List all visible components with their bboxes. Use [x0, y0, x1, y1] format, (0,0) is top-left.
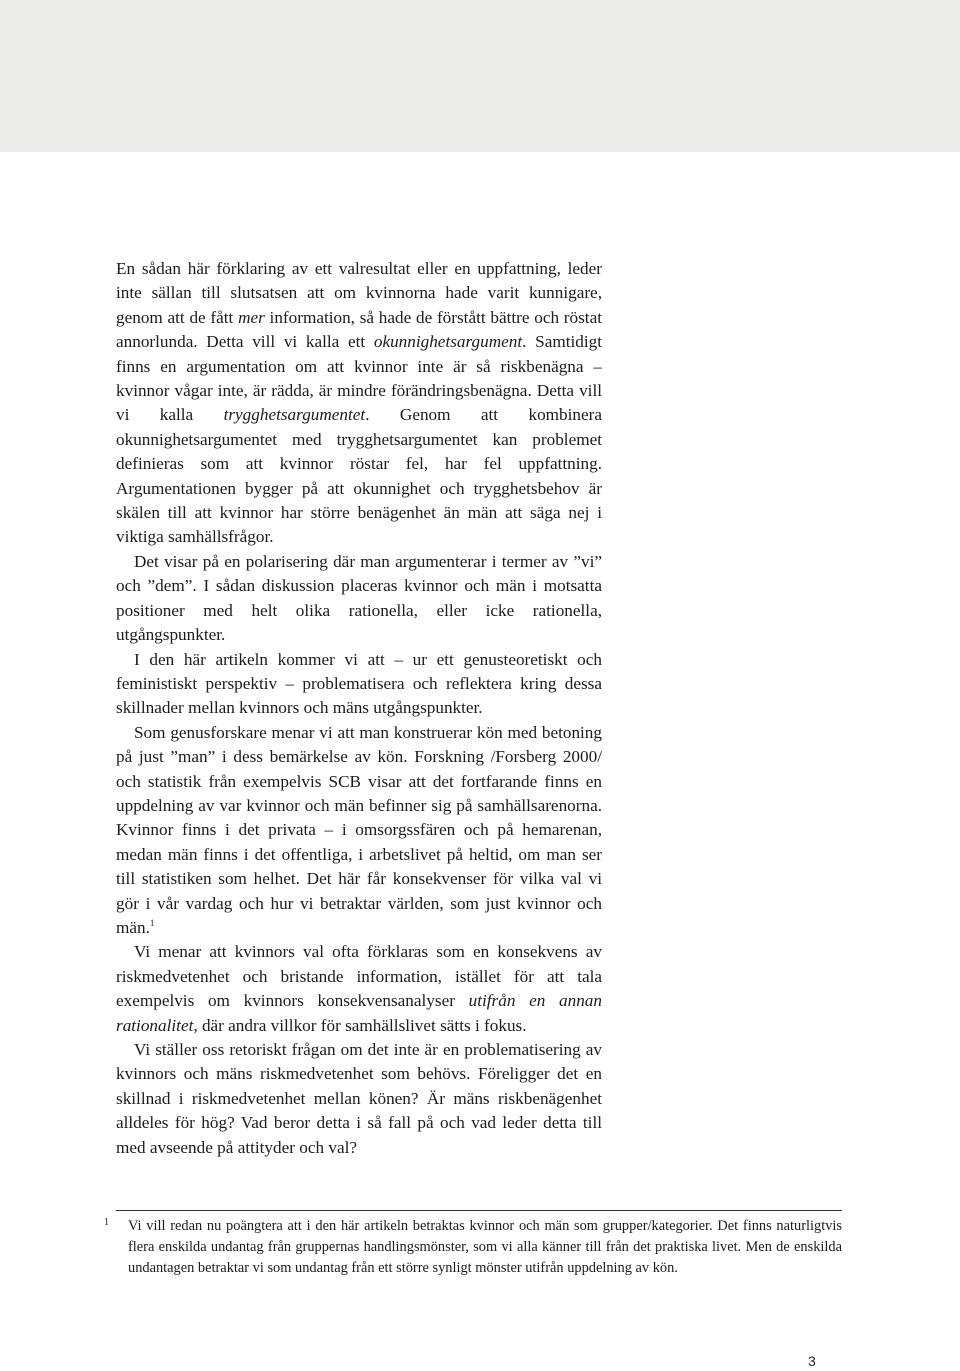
italic-term: mer: [238, 307, 265, 327]
paragraph: [116, 940, 602, 1038]
footnote-number: 1: [104, 1217, 109, 1228]
text-run: En sådan här förklaring av ett valresultat eller en uppfattning, leder inte sällan till slutsatsen att om kvinnorna hade varit kunnigare, genom att de fått: [116, 259, 602, 327]
text-run: . Genom att kombinera okunnighetsargumentet med trygghetsargumentet kan problemet definieras som att kvinnor röstar fel, har fel uppfattning. Argumentationen bygger på att okunnighet och trygghetsbehov är skälen till att kvinnor har större benägenhet än män att säga nej i viktiga samhällsfrågor.: [116, 405, 602, 547]
paragraph: [116, 257, 602, 550]
italic-term: utifrån en annan rationalitet: [116, 991, 602, 1035]
paragraph: [116, 721, 602, 941]
text-run: Vi ställer oss retoriskt frågan om det inte är en problematisering av kvinnors och mäns riskmedvetenhet som behövs. Föreligger det en skillnad i riskmedvetenhet mellan könen? Är mäns riskbenägenhet alldeles för hög? Vad beror detta i så fall på och vad leder detta till med avseende på attityder och val?: [116, 1040, 602, 1157]
text-run: Vi menar att kvinnors val ofta förklaras som en konsekvens av riskmedvetenhet och bristande information, istället för att tala exempelvis om kvinnors konsekvensanalyser: [116, 942, 602, 1011]
text-run: information, så hade de förstått bättre och röstat annorlunda. Detta vill vi kalla ett: [116, 307, 602, 352]
page-number: 3: [808, 1353, 816, 1369]
italic-term: okunnighetsargument: [373, 332, 523, 352]
footnote-body: [104, 1212, 842, 1279]
paragraph: [116, 648, 602, 721]
text-run: . Samtidigt finns en argumentation om att kvinnor inte är så riskbenägna – kvinnor vågar inte, är rädda, är mindre förändringsbenägna. Detta vill vi kalla: [116, 332, 602, 425]
italic-term: trygghetsargumentet: [223, 405, 366, 425]
footnote-divider: [116, 1210, 842, 1211]
footnote-reference: 1: [149, 917, 155, 928]
footnote: [104, 1212, 842, 1279]
text-run: Som genusforskare menar vi att man konstruerar kön med betoning på just ”man” i dess bemärkelse av kön. Forskning /Forsberg 2000/ och statistik från exempelvis SCB visar att det fortfarande finns en uppdelning av var kvinnor och män befinner sig på samhällsarenorna. Kvinnor finns i det privata – i omsorgssfären och på hemarenan, medan män finns i det offentliga, i arbetslivet på heltid, om man ser till statistiken som helhet. Det här får konsekvenser för vilka val vi gör i vår vardag och hur vi betraktar världen, som just kvinnor och män.: [116, 722, 602, 937]
footnote-text: Vi vill redan nu poängtera att i den här artikeln betraktas kvinnor och män som grupper/kategorier. Det finns naturligtvis flera enskilda undantag från gruppernas handlingsmönster, som vi alla känner till från det praktiska livet. Men de enskilda undantagen betraktar vi som undantag från ett större synligt mönster utifrån uppdelning av kön.: [128, 1218, 842, 1276]
paragraph: [116, 550, 602, 648]
text-run: Det visar på en polarisering där man argumenterar i termer av ”vi” och ”dem”. I sådan diskussion placeras kvinnor och män i motsatta positioner med helt olika rationella, eller icke rationella, utgångspunkter.: [116, 551, 602, 645]
text-run: , där andra villkor för samhällslivet sätts i fokus.: [193, 1015, 527, 1035]
text-run: I den här artikeln kommer vi att – ur ett genusteoretiskt och feministiskt perspektiv – problematisera och reflektera kring dessa skillnader mellan kvinnors och mäns utgångspunkter.: [116, 649, 602, 718]
body-text: [116, 257, 602, 1160]
page-header-band: [0, 0, 960, 152]
paragraph: [116, 1038, 602, 1160]
